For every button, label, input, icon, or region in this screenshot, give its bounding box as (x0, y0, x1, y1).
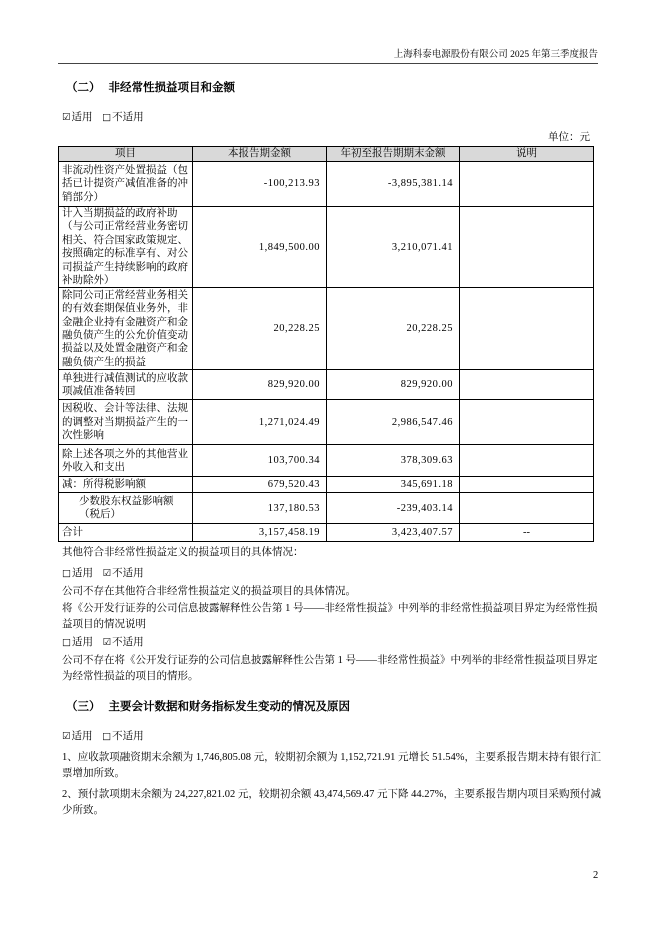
table-header-row (59, 147, 594, 162)
option-applicable (62, 731, 93, 742)
table-row (59, 400, 594, 445)
option-label: 不适用 (112, 637, 144, 648)
row-note (460, 207, 594, 288)
col-header-current-period: 本报告期金额 (193, 147, 327, 162)
page-number: 2 (593, 870, 599, 881)
page-header: 上海科泰电源股份有限公司 2025 年第三季度报告 (393, 50, 598, 60)
option-label: 适用 (71, 568, 93, 579)
row-current-period: 679,520.43 (193, 477, 327, 493)
change-item: 2、预付款项期末余额为 24,227,821.02 元，较期初余额 43,474,569.47 元下降 44.27%，主要系报告期内项目采购预付减少所致。 (62, 789, 601, 816)
row-note (460, 445, 594, 477)
row-item: 因税收、会计等法律、法规的调整对当期损益产生的一次性影响 (59, 400, 193, 445)
section-heading-nonrecurring (66, 80, 235, 96)
option-not-applicable (102, 112, 143, 123)
applicability-options (62, 110, 151, 126)
table-row (59, 288, 594, 370)
row-year-to-date: 345,691.18 (327, 477, 460, 493)
checked-box-icon: ☑ (102, 568, 112, 579)
col-header-year-to-date: 年初至报告期期末金额 (327, 147, 460, 162)
table-row (59, 493, 594, 524)
other-items-title: 其他符合非经常性损益定义的损益项目的具体情况： (62, 547, 304, 558)
row-current-period: 1,271,024.49 (193, 400, 327, 445)
option-label: 不适用 (112, 112, 144, 123)
row-year-to-date: 3,423,407.57 (327, 524, 460, 542)
row-note (460, 288, 594, 370)
option-label: 适用 (71, 637, 93, 648)
row-year-to-date: 2,986,547.46 (327, 400, 460, 445)
option-label: 适用 (71, 731, 93, 742)
checked-box-icon: ☑ (102, 637, 112, 648)
row-item: 除同公司正常经营业务相关的有效套期保值业务外，非金融企业持有金融资产和金融负债产生的公允价值变动损益以及处置金融资产和金融负债产生的损益 (59, 288, 193, 370)
section-number: （三） (66, 701, 101, 713)
row-item: 非流动性资产处置损益（包括已计提资产减值准备的冲销部分） (59, 162, 193, 207)
row-year-to-date: 3,210,071.41 (327, 207, 460, 288)
unchecked-box-icon: □ (62, 568, 71, 579)
option-not-applicable (103, 637, 144, 648)
row-note (460, 162, 594, 207)
row-note (460, 493, 594, 524)
option-label: 适用 (71, 112, 93, 123)
row-note (460, 400, 594, 445)
section-title: 主要会计数据和财务指标发生变动的情况及原因 (108, 701, 350, 713)
row-item: 除上述各项之外的其他营业外收入和支出 (59, 445, 193, 477)
row-item: 减：所得税影响额 (59, 477, 193, 493)
col-header-item: 项目 (59, 147, 193, 162)
applicability-options (62, 635, 151, 651)
applicability-options (62, 729, 151, 745)
unchecked-box-icon: □ (102, 112, 112, 123)
checked-box-icon: ☑ (62, 731, 71, 742)
row-item: 计入当期损益的政府补助（与公司正常经营业务密切相关、符合国家政策规定、按照确定的标准享有、对公司损益产生持续影响的政府补助除外） (59, 207, 193, 288)
reclassification-text: 公司不存在将《公开发行证券的公司信息披露解释性公告第 1 号——非经常性损益》中列举的非经常性损益项目界定为经常性损益的项目的情形。 (62, 655, 598, 682)
row-current-period: -100,213.93 (193, 162, 327, 207)
change-item: 1、应收款项融资期末余额为 1,746,805.08 元，较期初余额为 1,152,721.91 元增长 51.54%，主要系报告期末持有银行汇票增加所致。 (62, 752, 601, 779)
other-items-text: 公司不存在其他符合非经常性损益定义的损益项目的具体情况。 (62, 586, 356, 597)
row-year-to-date: 20,228.25 (327, 288, 460, 370)
row-year-to-date: -239,403.14 (327, 493, 460, 524)
applicability-options (62, 566, 151, 582)
row-note: -- (460, 524, 594, 542)
option-not-applicable (103, 568, 144, 579)
row-note (460, 370, 594, 400)
checked-box-icon: ☑ (62, 112, 71, 123)
option-label: 不适用 (112, 568, 144, 579)
row-year-to-date: 378,309.63 (327, 445, 460, 477)
table-row (59, 477, 594, 493)
unchecked-box-icon: □ (62, 637, 71, 648)
table-total-row (59, 524, 594, 542)
section-heading-changes (66, 699, 350, 715)
section-number: （二） (66, 82, 101, 94)
option-not-applicable (102, 731, 143, 742)
table-row (59, 370, 594, 400)
option-applicable (62, 112, 93, 123)
row-current-period: 20,228.25 (193, 288, 327, 370)
row-item: 单独进行减值测试的应收款项减值准备转回 (59, 370, 193, 400)
option-label: 不适用 (112, 731, 144, 742)
table-row (59, 162, 594, 207)
header-rule (58, 63, 598, 64)
table-row (59, 445, 594, 477)
row-item: 合计 (59, 524, 193, 542)
row-current-period: 137,180.53 (193, 493, 327, 524)
section-title: 非经常性损益项目和金额 (108, 82, 235, 94)
option-applicable (62, 637, 93, 648)
row-year-to-date: 829,920.00 (327, 370, 460, 400)
row-current-period: 3,157,458.19 (193, 524, 327, 542)
col-header-note: 说明 (460, 147, 594, 162)
nonrecurring-items-table (58, 146, 594, 542)
unit-label: 单位：元 (548, 132, 590, 143)
table-row (59, 207, 594, 288)
unchecked-box-icon: □ (102, 731, 112, 742)
row-current-period: 103,700.34 (193, 445, 327, 477)
option-applicable (62, 568, 93, 579)
row-note (460, 477, 594, 493)
row-year-to-date: -3,895,381.14 (327, 162, 460, 207)
row-current-period: 1,849,500.00 (193, 207, 327, 288)
row-current-period: 829,920.00 (193, 370, 327, 400)
row-item: 少数股东权益影响额（税后） (59, 493, 193, 524)
reclassification-title: 将《公开发行证券的公司信息披露解释性公告第 1 号——非经常性损益》中列举的非经常性损益项目界定为经常性损益项目的情况说明 (62, 603, 598, 630)
